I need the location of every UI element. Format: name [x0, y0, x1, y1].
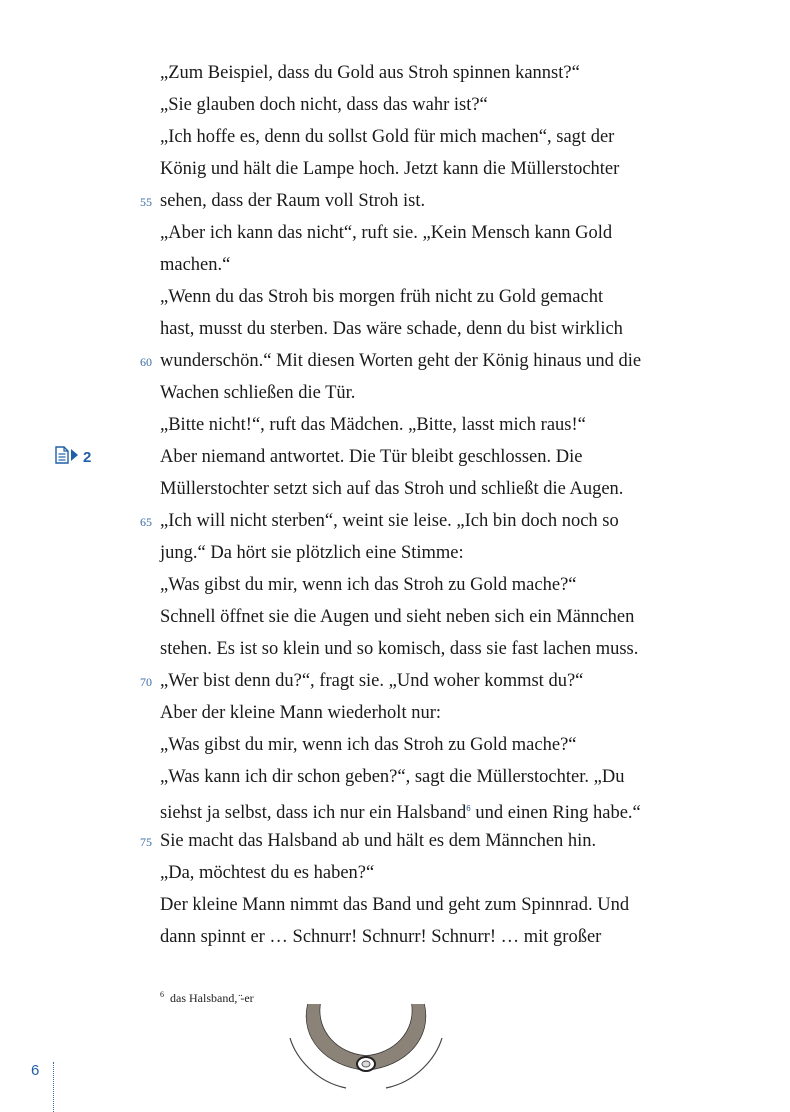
- text-line: König und hält die Lampe hoch. Jetzt kann die Müllerstochter: [160, 159, 620, 179]
- text-line: „Sie glauben doch nicht, dass das wahr ist?“: [160, 95, 488, 115]
- text-line: Sie macht das Halsband ab und hält es dem Männchen hin.: [160, 831, 597, 851]
- footnote: [160, 990, 254, 1006]
- footnote-number: 6: [160, 990, 164, 999]
- footnote-reference[interactable]: 6: [466, 804, 471, 813]
- text-line: „Aber ich kann das nicht“, ruft sie. „Kein Mensch kann Gold: [160, 223, 613, 243]
- text-line: jung.“ Da hört sie plötzlich eine Stimme:: [160, 543, 464, 563]
- text-line: „Wenn du das Stroh bis morgen früh nicht zu Gold gemacht: [160, 287, 604, 307]
- necklace-illustration: [286, 998, 446, 1098]
- line-number: 60: [140, 355, 152, 369]
- text-line-part: und einen Ring habe.“: [470, 803, 641, 824]
- text-line: hast, musst du sterben. Das wäre schade, denn du bist wirklich: [160, 319, 623, 339]
- page-number: 6: [31, 1062, 40, 1079]
- text-line: Wachen schließen die Tür.: [160, 383, 356, 403]
- text-line: „Ich hoffe es, denn du sollst Gold für mich machen“, sagt der: [160, 127, 615, 147]
- text-line: sehen, dass der Raum voll Stroh ist.: [160, 191, 426, 211]
- line-number: 75: [140, 835, 152, 849]
- text-line: Aber der kleine Mann wiederholt nur:: [160, 703, 442, 723]
- line-number: 70: [140, 675, 152, 689]
- audio-track-number: 2: [83, 448, 92, 466]
- text-line: dann spinnt er … Schnurr! Schnurr! Schnurr! … mit großer: [160, 927, 602, 947]
- text-line: Der kleine Mann nimmt das Band und geht zum Spinnrad. Und: [160, 895, 630, 915]
- text-line: Aber niemand antwortet. Die Tür bleibt geschlossen. Die: [160, 447, 583, 467]
- line-number: 55: [140, 195, 152, 209]
- text-line: „Was gibst du mir, wenn ich das Stroh zu Gold mache?“: [160, 735, 577, 755]
- page-rule-divider: [53, 1062, 54, 1112]
- text-line: „Ich will nicht sterben“, weint sie leise. „Ich bin doch noch so: [160, 511, 619, 531]
- footnote-text: das Halsband, ̈-er: [170, 991, 254, 1005]
- text-line: wunderschön.“ Mit diesen Worten geht der König hinaus und die: [160, 351, 642, 371]
- text-line: „Zum Beispiel, dass du Gold aus Stroh spinnen kannst?“: [160, 63, 580, 83]
- text-line: „Bitte nicht!“, ruft das Mädchen. „Bitte, lasst mich raus!“: [160, 415, 586, 435]
- text-line: [160, 797, 740, 825]
- text-line: machen.“: [160, 255, 231, 275]
- text-line: Schnell öffnet sie die Augen und sieht neben sich ein Männchen: [160, 607, 635, 627]
- text-line: „Wer bist denn du?“, fragt sie. „Und woher kommst du?“: [160, 671, 584, 691]
- line-number: 65: [140, 515, 152, 529]
- text-line: „Da, möchtest du es haben?“: [160, 863, 375, 883]
- text-line: „Was kann ich dir schon geben?“, sagt die Müllerstochter. „Du: [160, 767, 625, 787]
- text-line: stehen. Es ist so klein und so komisch, dass sie fast lachen muss.: [160, 639, 639, 659]
- text-line: „Was gibst du mir, wenn ich das Stroh zu Gold mache?“: [160, 575, 577, 595]
- audio-track-marker[interactable]: [54, 446, 91, 468]
- document-audio-icon: [54, 446, 80, 468]
- text-line-part: siehst ja selbst, dass ich nur ein Halsband: [160, 803, 467, 824]
- text-line: Müllerstochter setzt sich auf das Stroh und schließt die Augen.: [160, 479, 624, 499]
